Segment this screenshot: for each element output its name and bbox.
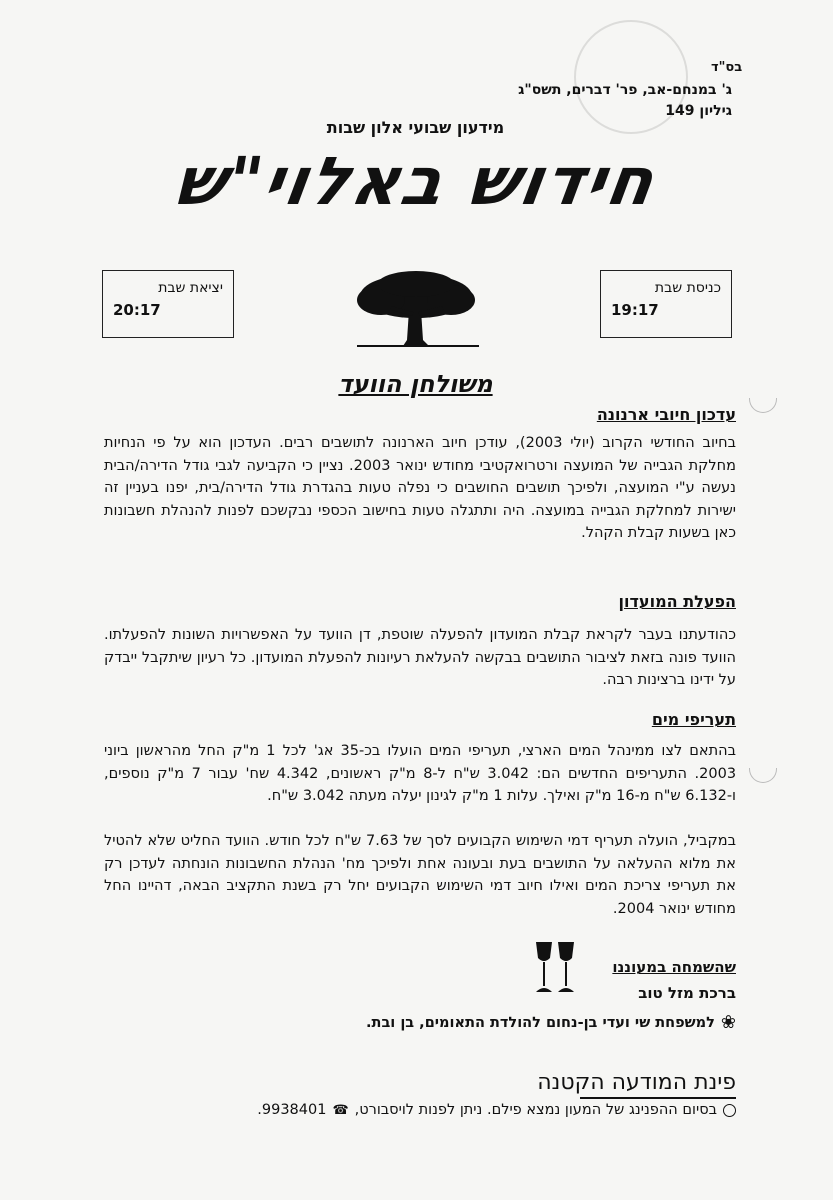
board-title: משולחן הוועד	[339, 370, 494, 398]
celebration-heading: שהשמחה במעוננו	[613, 958, 737, 976]
phone-icon: ☎	[333, 1102, 350, 1118]
small-ad-text: בסיום ההפנינג של המעון נמצא פילם. ניתן לפנות לויסבורט,	[355, 1102, 718, 1118]
section-heading-arnona: עדכון חיובי ארנונה	[597, 405, 737, 424]
small-ads-underline	[581, 1097, 737, 1099]
issue-number: גיליון 149	[666, 103, 733, 119]
celebration-item	[367, 1012, 737, 1033]
dateline	[519, 80, 733, 122]
newsletter-subtitle: מידעון שבועי אלון שבות	[327, 118, 506, 137]
shabbat-exit-time: 20:17	[114, 301, 162, 319]
punch-hole	[750, 768, 778, 783]
celebration-subheading: ברכת מזל טוב	[639, 984, 737, 1002]
shabbat-exit-label: יציאת שבת	[159, 280, 224, 296]
tree-ground-line	[358, 345, 480, 347]
section-heading-water: תעריפי מים	[652, 710, 737, 729]
small-ad-phone: 9938401.	[258, 1102, 328, 1118]
section-paragraph-water: בהתאם לצו ממינהל המים הארצי, תעריפי המים הועלו בכ-35 אג' לכל 1 מ"ק החל מהראשון ביוני 2003. התעריפים החדשים הם: 3.042 ש"ח ל-8 מ"ק ראשונים, 4.342 שח' עבור 7 מ"ק נוספים, ו-6.132 ש"ח מ-16 מ"ק ואילך. עלות 1 מ"ק לגינון יעלה מעתה 3.042 ש"ח.	[105, 743, 738, 804]
bsd-mark: בס"ד	[712, 60, 744, 75]
shabbat-entry-box	[601, 270, 733, 338]
section-paragraph-water-2: במקביל, הועלה תעריף דמי השימוש הקבועים לסך של 7.63 ש"ח לכל חודש. הוועד החליט שלא להטיל את מלוא ההעלאה על התושבים בעת ובעונה אחת ולפיכך מח' הנהלת החשבונות הונחתה לעדכן רק את תעריפי צריכת המים ואילו חיוב דמי השימוש הקבועים יחל רק בשנת התקציב הבאה, דהיינו החל מחודש ינואר 2004.	[105, 833, 737, 917]
small-ad-item	[258, 1102, 737, 1118]
shabbat-exit-box	[103, 270, 235, 338]
flower-bullet-icon: ❀	[721, 1012, 737, 1033]
shabbat-entry-time: 19:17	[612, 301, 660, 319]
section-heading-club: הפעלת המועדון	[619, 592, 737, 611]
oak-tree-logo-icon	[352, 270, 482, 348]
celebration-text: למשפחת שי ועדי בן-נחום להולדת התאומים, בן ובת.	[367, 1014, 716, 1031]
small-ads-heading: פינת המודעה הקטנה	[538, 1070, 737, 1095]
section-paragraph-arnona: בחיוב החודשי הקרוב (יולי 2003), עודכן חיוב הארנונה לתושבים רבים. העדכון הוא על פי הנחיות מחלקת הגבייה של המועצה ורטרואקטיבי מחודש ינואר 2003. נציין כי הקביעה לגבי גודל הדירה/הבית נעשה ע"י המועצה, ולפיכך תושבים החושבים כי נפלה טעות בהגדרת גודל הדירה/בית, יפנו בעניין זה ישירות למחלקת הגבייה במועצה. היה ותתגלה טעות בחישוב הכספי נבקשכם לפנות להנהלת חשבונות כאן בשעות קבלת הקהל.	[105, 435, 737, 541]
newsletter-title: חידוש באלוי"ש	[170, 143, 663, 220]
punch-hole	[750, 398, 778, 413]
wine-cups-icon	[533, 940, 581, 996]
section-paragraph-club: כהודעתנו בעבר לקראת קבלת המועדון להפעלה שוטפת, דן הוועד על האפשרויות השונות להפעלתו. הוועד פונה בזאת לציבור התושבים בבקשה להעלאת רעיונות להפעלת המועדון. כל רעיון שיתקבל ייבדק על ידינו ברצינות רבה.	[105, 627, 737, 688]
shabbat-entry-label: כניסת שבת	[655, 280, 722, 296]
circle-bullet-icon	[724, 1104, 737, 1117]
issue-date: ג' במנחם-אב, פר' דברים, תשס"ג	[519, 82, 733, 98]
